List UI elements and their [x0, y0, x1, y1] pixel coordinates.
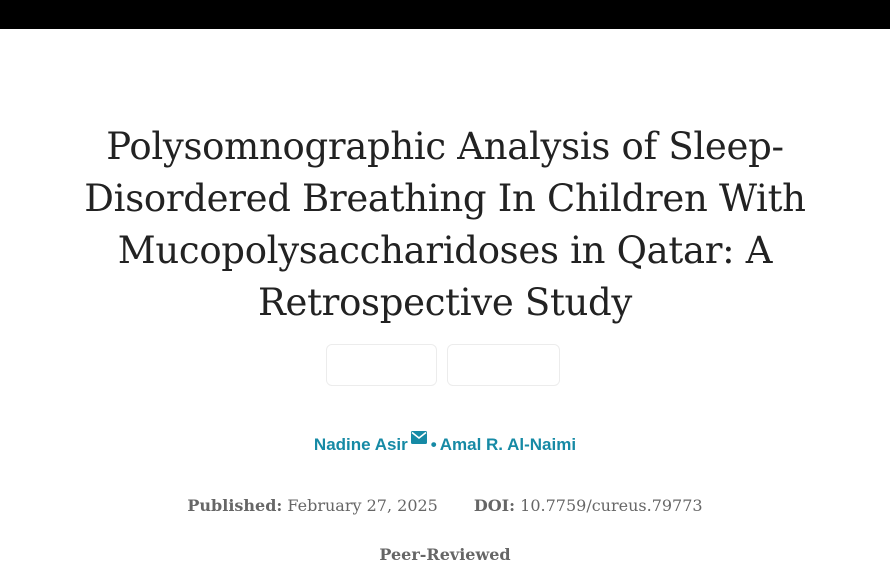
published-label: Published: — [187, 496, 283, 515]
doi-label: DOI: — [473, 496, 516, 515]
author-list — [0, 427, 890, 457]
published-group — [187, 494, 437, 518]
top-bar — [0, 0, 890, 29]
published-date: February 27, 2025 — [287, 496, 438, 515]
publication-meta — [0, 494, 890, 518]
mail-icon[interactable] — [411, 427, 427, 440]
doi-group — [474, 494, 703, 518]
peer-review-status: Peer-Reviewed — [379, 545, 511, 564]
action-button-placeholder-2[interactable] — [447, 344, 560, 386]
doi-value[interactable]: 10.7759/cureus.79773 — [520, 496, 703, 515]
article-title: Polysomnographic Analysis of Sleep-Disordered Breathing In Children With Mucopolysaccharidoses in Qatar: A Retrospective Study — [84, 125, 806, 324]
author-link-amal-al-naimi[interactable]: Amal R. Al-Naimi — [439, 435, 577, 454]
author-separator: • — [430, 435, 437, 454]
article-header — [0, 29, 890, 564]
author-link-nadine-asir[interactable]: Nadine Asir — [313, 435, 408, 454]
action-button-placeholder-1[interactable] — [326, 344, 437, 386]
